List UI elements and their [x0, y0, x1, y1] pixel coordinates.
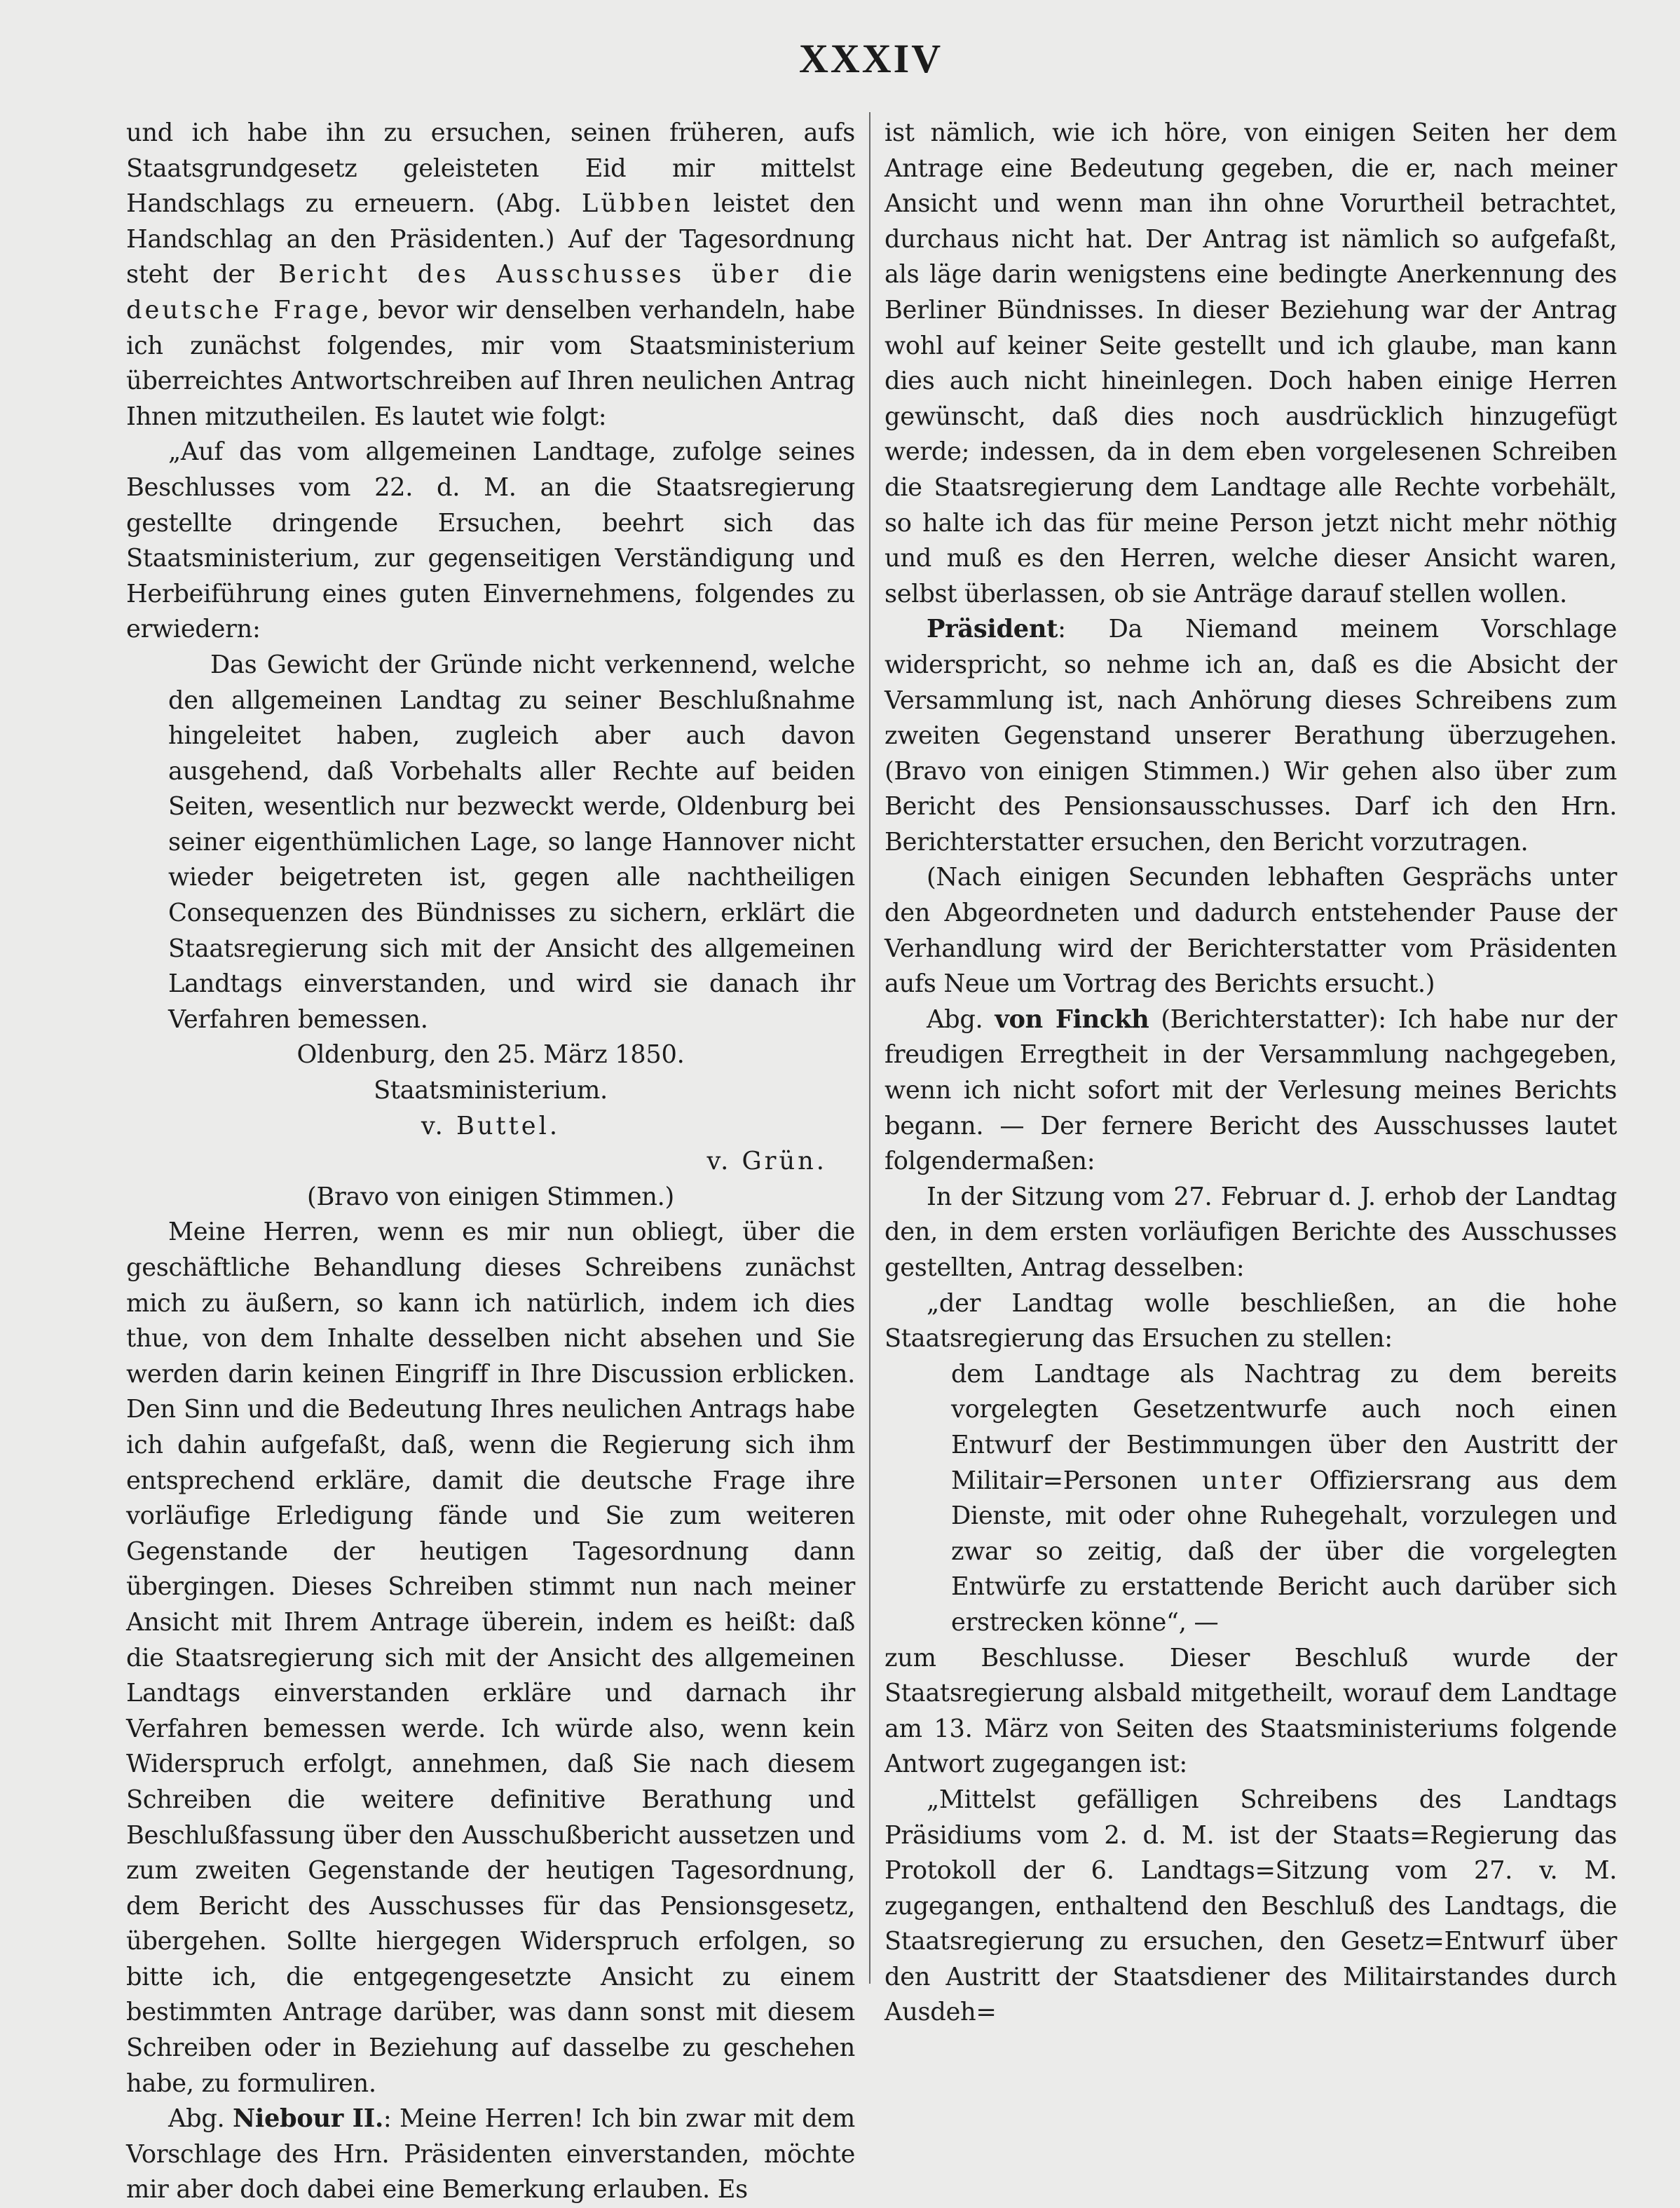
- member-name: Lübben: [581, 189, 693, 219]
- text-run: leistet den Handschlag an den Präsidenten.) Auf der Tagesordnung steht der: [126, 189, 855, 289]
- paragraph-president-speech: Meine Herren, wenn es mir nun obliegt, über die geschäftliche Behandlung dieses Schreibens zunächst mich zu äußern, so kann ich natürlich, indem ich dies thue, von dem Inhalte desselben nicht absehen und Sie werden darin keinen Eingriff in Ihre Discussion erblicken. Den Sinn und die Bedeutung Ihres neulichen Antrags habe ich dahin aufgefaßt, daß, wenn die Regierung sich ihm entsprechend erkläre, damit die deutsche Frage ihre vorläufige Erledigung fände und Sie zum weiteren Gegenstande der heutigen Tagesordnung dann übergingen. Dieses Schreiben stimmt nun nach meiner Ansicht mit Ihrem Antrage überein, indem es heißt: daß die Staatsregierung sich mit der Ansicht des allgemeinen Landtags einverstanden erkläre und darnach ihr Verfahren bemessen werde. Ich würde also, wenn kein Widerspruch erfolgt, annehmen, daß Sie nach diesem Schreiben die weitere definitive Berathung und Beschlußfassung über den Ausschußbericht aussetzen und zum zweiten Gegenstande der heutigen Tagesordnung, dem Bericht des Ausschusses für das Pensionsgesetz, übergehen. Sollte hiergegen Widerspruch erfolgen, so bitte ich, die entgegengesetzte Ansicht zu einem bestimmten Antrage darüber, was dann sonst mit diesem Schreiben oder in Beziehung auf dasselbe zu geschehen habe, zu formuliren.: [126, 1218, 855, 2098]
- quote-paragraph: „Auf das vom allgemeinen Landtage, zufolge seines Beschlusses vom 22. d. M. an die Staatsregierung gestellte dringende Ersuchen, beehrt sich das Staatsministerium, zur gegenseitigen Verständigung und Herbeiführung eines guten Einvernehmens, folgendes zu erwiedern:: [126, 437, 855, 644]
- paragraph-continuation: ist nämlich, wie ich höre, von einigen Seiten her dem Antrage eine Bedeutung gegeben, die er, nach meiner Ansicht und wenn man ihn ohne Vorurtheil betrachtet, durchaus nicht hat. Der Antrag ist nämlich so aufgefaßt, als läge darin wenigstens eine bedingte Anerkennung des Berliner Bündnisses. In dieser Beziehung war der Antrag wohl auf keiner Seite gestellt und ich glaube, man kann dies auch nicht hineinlegen. Doch haben einige Herren gewünscht, daß dies noch ausdrücklich hinzugefügt werde; indessen, da in dem eben vorgelesenen Schreiben die Staatsregierung dem Landtage alle Rechte vorbehält, so halte ich das für meine Person jetzt nicht mehr nöthig und muß es den Herren, welche dieser Ansicht waren, selbst überlassen, ob sie Anträge darauf stellen wollen.: [885, 118, 1617, 608]
- ministry-name: Staatsministerium.: [374, 1076, 608, 1105]
- speaker-name: von Finckh: [995, 1004, 1149, 1034]
- column-divider: [869, 112, 870, 1984]
- speaker-prefix: Abg.: [927, 1004, 995, 1034]
- text-run: Offiziersrang aus dem Dienste, mit oder ohne Ruhegehalt, vorzulegen und zwar so zeitig, daß der über die vorgelegten Entwürfe zu erstattende Bericht auch darüber sich erstrecken könne“, —: [951, 1466, 1617, 1637]
- text-run: : Da Niemand meinem Vorschlage widerspricht, so nehme ich an, daß es die Absicht der Versammlung ist, nach Anhörung dieses Schreibens zum zweiten Gegenstand unserer Berathung überzugehen. (Bravo von einigen Stimmen.) Wir gehen also über zum Bericht des Pensionsausschusses. Darf ich den Hrn. Berichterstatter ersuchen, den Bericht vorzutragen.: [885, 615, 1617, 857]
- text-run: (Berichterstatter): Ich habe nur der freudigen Erregtheit in der Versammlung nachgegeben, wenn ich nicht sofort mit der Verlesung meines Berichts begann. — Der fernere Bericht des Ausschusses lautet folgendermaßen:: [885, 1004, 1617, 1176]
- text-run: , bevor wir denselben verhandeln, habe ich zunächst folgendes, mir vom Staatsministerium überreichtes Antwortschreiben auf Ihren neulichen Antrag Ihnen mitzutheilen. Es lautet wie folgt:: [126, 295, 855, 431]
- paragraph-niebour: [126, 2101, 855, 2208]
- signature-first: v. Buttel.: [421, 1111, 561, 1140]
- quote-paragraph: Das Gewicht der Gründe nicht verkennend, welche den allgemeinen Landtag zu seiner Beschlußnahme hingeleitet haben, zugleich aber auch davon ausgehend, daß Vorbehalts aller Rechte auf beiden Seiten, wesentlich nur bezweckt werde, Oldenburg bei seiner eigenthümlichen Lage, so lange Hannover nicht wieder beigetreten ist, gegen alle nachtheiligen Consequenzen des Bündnisses zu sichern, erklärt die Staatsregierung sich mit der Ansicht des allgemeinen Landtags einverstanden, und wird sie danach ihr Verfahren bemessen.: [168, 650, 855, 1034]
- emphasis: unter: [1202, 1466, 1285, 1495]
- paragraph-finckh: [885, 1002, 1617, 1180]
- page-number: XXXIV: [799, 36, 943, 81]
- quote-motion-body: [885, 1357, 1617, 1641]
- agenda-topic: Bericht des Ausschusses über die deutsche Frage: [126, 260, 855, 325]
- paragraph-decision: zum Beschlusse. Dieser Beschluß wurde der Staatsregierung alsbald mitgetheilt, worauf dem Landtage am 13. März von Seiten des Staatsministeriums folgende Antwort zugegangen ist:: [885, 1643, 1617, 1779]
- paragraph-president: [885, 612, 1617, 860]
- speaker-label: Präsident: [927, 615, 1058, 644]
- paragraph-stage-note: (Nach einigen Secunden lebhaften Gesprächs unter den Abgeordneten und dadurch entstehender Pause der Verhandlung wird der Berichterstatter vom Präsidenten aufs Neue um Vortrag des Berichts ersucht.): [885, 863, 1617, 999]
- quote-ministry-reply: „Mittelst gefälligen Schreibens des Landtags Präsidiums vom 2. d. M. ist der Staats=Regierung das Protokoll der 6. Landtags=Sitzung vom 27. v. M. zugegangen, enthaltend den Beschluß des Landtags, die Staatsregierung zu ersuchen, den Gesetz=Entwurf über den Austritt der Staatsdiener des Militairstandes durch Ausdeh=: [885, 1785, 1617, 2027]
- right-column: [885, 116, 1617, 2031]
- place-date: Oldenburg, den 25. März 1850.: [296, 1040, 685, 1070]
- text-run: dem Landtage als Nachtrag zu dem bereits vorgelegten Gesetzentwurfe auch noch einen Entwurf der Bestimmungen über den Austritt der Militair=Personen: [951, 1359, 1617, 1495]
- paragraph-session: In der Sitzung vom 27. Februar d. J. erhob der Landtag den, in dem ersten vorläufigen Berichte des Ausschusses gestellten, Antrag desselben:: [885, 1182, 1617, 1282]
- text-run: und ich habe ihn zu ersuchen, seinen früheren, aufs Staatsgrundgesetz geleisteten Eid mir mittelst Handschlags zu erneuern. (Abg.: [126, 118, 855, 219]
- left-column: [126, 116, 855, 2208]
- quote-motion: „der Landtag wolle beschließen, an die hohe Staatsregierung das Ersuchen zu stellen:: [885, 1288, 1617, 1354]
- signature-second: v. Grün.: [706, 1147, 827, 1176]
- speaker-prefix: Abg.: [168, 2104, 233, 2134]
- text-run: : Meine Herren! Ich bin zwar mit dem Vorschlage des Hrn. Präsidenten einverstanden, möchte mir aber doch dabei eine Bemerkung erlauben. Es: [126, 2104, 855, 2204]
- applause-note: (Bravo von einigen Stimmen.): [307, 1182, 674, 1211]
- paragraph-intro: [126, 116, 855, 435]
- speaker-name: Niebour II.: [233, 2104, 383, 2134]
